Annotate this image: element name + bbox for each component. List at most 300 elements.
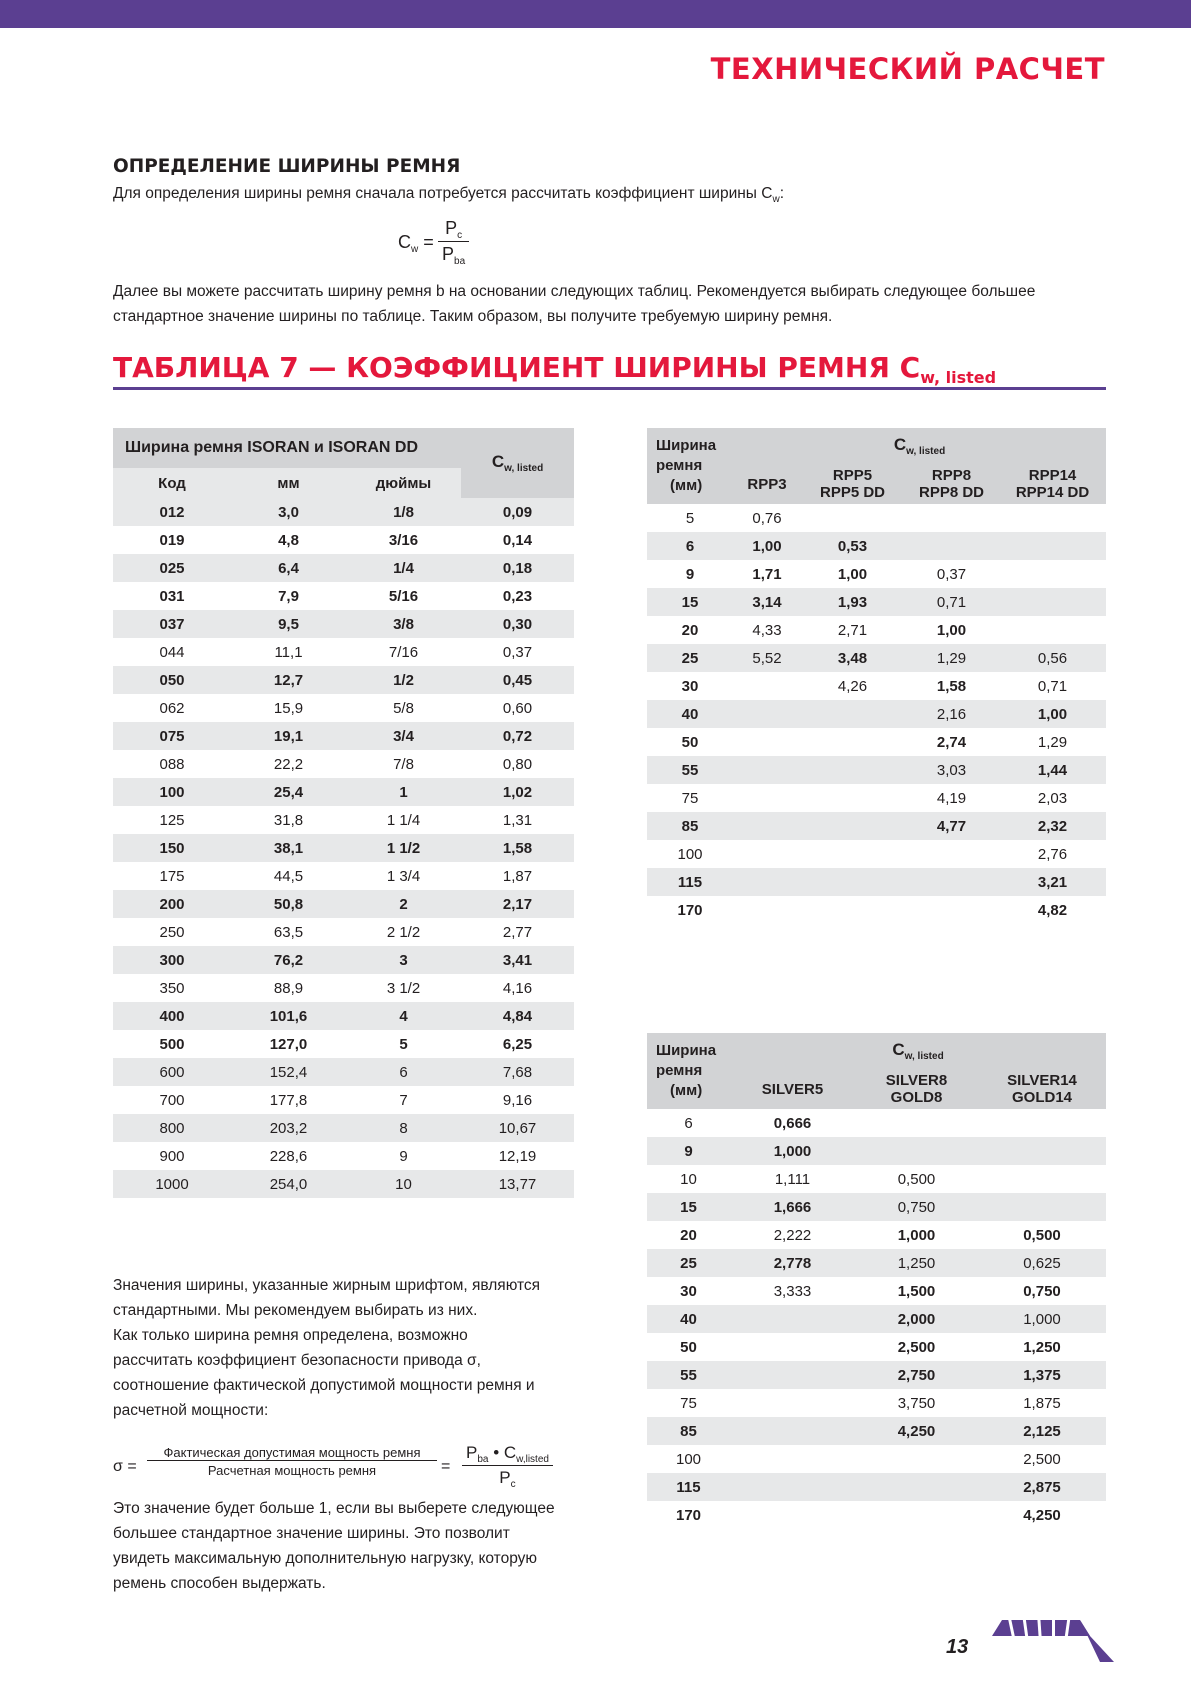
cell-code: 1000 [113,1170,231,1198]
page-number: 13 [946,1636,969,1658]
cell-cw: 0,14 [502,531,533,549]
cell-cw [978,1137,1106,1165]
cell-inches: 6 [346,1058,461,1086]
cell-inches: 1/8 [346,498,461,526]
cell-code: 050 [113,666,231,694]
silver-gold-width-table [647,1033,1106,1529]
cell-cw [801,700,904,728]
cell-cw: 1,250 [855,1249,978,1277]
cell-code: 200 [113,890,231,918]
text-line: Значения ширины, указанные жирным шрифтом, являются [113,1277,541,1294]
cell-code: 800 [113,1114,231,1142]
cell-cw: 5,52 [733,644,801,672]
col-rpp14: RPP14 RPP14 DD [1015,467,1090,501]
title-underline [113,387,1106,390]
cell-cw: 1,500 [897,1282,936,1300]
cell-cw: 3,333 [773,1282,812,1300]
cell-cw [999,588,1106,616]
cell-mm: 101,6 [231,1002,346,1030]
cell-width: 20 [680,1226,697,1244]
cell-cw [733,896,801,924]
cell-mm: 228,6 [269,1147,308,1165]
cell-mm: 76,2 [231,946,346,974]
table-row [647,1165,1106,1193]
cell-cw: 3,750 [897,1394,936,1412]
cell-mm: 12,7 [231,666,346,694]
table-row [647,1501,1106,1529]
cell-inches: 1 1/2 [346,834,461,862]
silver-width-header: Ширина ремня (мм) [656,1042,717,1099]
cell-cw: 0,30 [461,610,574,638]
cell-inches: 3 1/2 [386,979,421,997]
safety-factor-formula: σ = Фактическая допустимая мощность ремня Расчетная мощность ремня = $P_{ba}$ • $C_{w,listed}$ $P_c$ [113,1445,673,1495]
cell-cw [904,504,999,532]
cell-cw: 0,76 [752,509,782,527]
cell-width: 100 [675,1450,702,1468]
cell-inches: 7/16 [388,643,419,661]
table-row [647,616,1106,644]
cell-cw: 2,125 [978,1417,1106,1445]
cell-cw [978,1165,1106,1193]
table-row [113,750,574,778]
intro-text-1: Для определения ширины ремня сначала потребуется рассчитать коэффициент ширины $C_w$: [113,185,784,205]
intro-heading: ОПРЕДЕЛЕНИЕ ШИРИНЫ РЕМНЯ [113,156,461,177]
cell-code: 300 [113,946,231,974]
table-row [113,890,574,918]
cell-cw: 2,000 [855,1305,978,1333]
cell-mm: 38,1 [231,834,346,862]
cell-cw: 1,29 [904,644,999,672]
text-line: большее стандартное значение ширины. Это позволит [113,1525,510,1542]
cell-cw: 1,111 [774,1170,811,1188]
cell-code: 025 [113,554,231,582]
table-row [113,722,574,750]
table-row [647,1389,1106,1417]
silver-cw-header: $C_{w, listed}$ [892,1040,944,1062]
cell-cw: 2,875 [978,1473,1106,1501]
text-line: Это значение будет больше 1, если вы выберете следующее [113,1500,555,1517]
cell-cw [999,560,1106,588]
cell-width: 55 [647,1361,730,1389]
table-row [113,834,574,862]
cell-code: 250 [159,923,185,941]
cell-inches: 7 [399,1091,408,1109]
cell-code: 012 [113,498,231,526]
cell-cw [733,784,801,812]
cell-width: 115 [647,868,733,896]
cell-cw: 4,250 [1023,1506,1061,1524]
cell-cw: 1,58 [461,834,574,862]
cell-cw: 1,250 [1023,1338,1061,1356]
cell-cw: 2,750 [855,1361,978,1389]
cell-cw [855,1501,978,1529]
table-row [113,1002,574,1030]
table-row [647,840,1106,868]
cell-cw: 0,37 [502,643,533,661]
cell-cw: 7,68 [461,1058,574,1086]
cell-cw [730,1389,855,1417]
cell-cw: 1,71 [752,565,782,583]
cell-cw: 12,19 [498,1147,537,1165]
cell-cw: 0,18 [461,554,574,582]
cell-cw: 1,00 [733,532,801,560]
intro-text-2: Далее вы можете рассчитать ширину ремня b на основании следующих таблиц. Рекомендуется выбирать следующее большее стандартное значение ширины по таблице. Таким образом, вы получите требуемую ширину ремня. [113,283,1036,325]
table-row [647,700,1106,728]
cell-cw: 2,76 [1037,845,1068,863]
table-row [113,862,574,890]
cell-cw: 4,250 [855,1417,978,1445]
cell-cw [730,1501,855,1529]
cell-mm: 31,8 [273,811,304,829]
cell-cw: 0,45 [461,666,574,694]
cell-cw: 3,14 [733,588,801,616]
cell-inches: 3/16 [388,531,419,549]
cell-mm: 127,0 [269,1035,308,1053]
cell-mm: 4,8 [278,531,299,549]
cell-cw [730,1305,855,1333]
notes-paragraph-2 [113,1496,555,1596]
cell-cw [855,1445,978,1473]
cell-cw: 0,500 [897,1170,936,1188]
text-line: рассчитать коэффициент безопасности привода σ, [113,1352,481,1369]
table-row [113,974,574,1002]
table-row [647,1277,1106,1305]
cell-inches: 10 [346,1170,461,1198]
table-row [113,806,574,834]
text-line: стандартными. Мы рекомендуем выбирать из них. [113,1302,478,1319]
cell-width: 170 [675,1506,702,1524]
cell-cw: 4,16 [502,979,533,997]
cell-mm: 152,4 [231,1058,346,1086]
cell-cw: 0,625 [978,1249,1106,1277]
cell-cw: 3,03 [904,756,999,784]
cell-cw [733,840,801,868]
cell-code: 175 [159,867,185,885]
cell-cw [733,812,801,840]
cell-cw [801,840,904,868]
top-color-bar [0,0,1191,28]
cell-width: 20 [681,621,699,639]
cell-cw [733,756,801,784]
table-row [113,526,574,554]
table-row [647,1445,1106,1473]
rpp-width-header: Ширина ремня (мм) [656,437,717,494]
cell-cw: 10,67 [461,1114,574,1142]
cell-cw: 2,222 [773,1226,812,1244]
cw-listed-header: $C_{w, listed}$ [491,452,544,474]
cell-width: 9 [685,565,695,583]
col-silver14: SILVER14 GOLD14 [1007,1072,1077,1106]
cell-cw [904,896,999,924]
cell-cw: 1,00 [837,565,868,583]
cell-mm: 63,5 [273,923,304,941]
cell-width: 50 [680,1338,697,1356]
table-row [647,868,1106,896]
table-row [647,1361,1106,1389]
cell-inches: 2 1/2 [386,923,421,941]
cell-inches: 1 [346,778,461,806]
cell-mm: 177,8 [269,1091,308,1109]
table-row [113,610,574,638]
isoran-group-header: Ширина ремня ISORAN и ISORAN DD [125,439,419,456]
cell-cw: 4,84 [461,1002,574,1030]
cell-code: 019 [159,531,185,549]
cell-cw: 13,77 [461,1170,574,1198]
cell-inches: 5/8 [393,699,414,717]
cell-width: 75 [681,789,699,807]
cell-cw: 0,09 [461,498,574,526]
table-row [113,1142,574,1170]
cell-cw [801,812,904,840]
cell-cw [999,532,1106,560]
cell-cw [801,504,904,532]
cell-mm: 7,9 [278,587,299,605]
cell-mm: 19,1 [231,722,346,750]
cell-cw: 1,87 [502,867,533,885]
table-row [647,532,1106,560]
rpp-width-table [647,428,1106,924]
cell-width: 85 [647,1417,730,1445]
table-row [113,666,574,694]
cell-cw: 2,77 [502,923,533,941]
cell-mm: 6,4 [231,554,346,582]
cell-inches: 1/2 [346,666,461,694]
cell-width: 30 [680,1282,697,1300]
table-row [113,1114,574,1142]
cell-width: 40 [647,700,733,728]
cell-inches: 1 1/4 [386,811,421,829]
col-inches: дюймы [346,468,461,498]
cell-cw [730,1333,855,1361]
cell-mm: 88,9 [273,979,304,997]
table-row [647,644,1106,672]
cell-width: 115 [647,1473,730,1501]
cell-cw: 0,71 [904,588,999,616]
cell-cw [801,756,904,784]
cell-mm: 50,8 [231,890,346,918]
cell-cw: 1,000 [978,1305,1106,1333]
table-row [113,1030,574,1058]
cell-mm: 44,5 [273,867,304,885]
cell-width: 5 [685,509,695,527]
table-row [647,1193,1106,1221]
cell-mm: 11,1 [274,643,303,661]
cell-cw: 1,000 [730,1137,855,1165]
cell-inches: 1/4 [346,554,461,582]
cell-cw [999,616,1106,644]
cell-cw [978,1109,1106,1137]
cell-cw: 1,44 [999,756,1106,784]
text-line: увидеть максимальную дополнительную нагрузку, которую [113,1550,538,1567]
cell-cw [801,728,904,756]
cell-width: 15 [647,1193,730,1221]
cell-cw: 4,77 [904,812,999,840]
cell-cw [801,896,904,924]
table-row [113,554,574,582]
cell-mm: 25,4 [231,778,346,806]
cell-cw: 1,875 [1023,1394,1061,1412]
cell-cw: 2,17 [461,890,574,918]
cell-cw: 9,16 [502,1091,533,1109]
cell-cw: 0,80 [502,755,533,773]
table-row [113,778,574,806]
table-row [647,1417,1106,1445]
cell-cw [904,532,999,560]
cell-inches: 3/4 [346,722,461,750]
col-rpp8: RPP8 RPP8 DD [918,467,985,501]
cell-width: 30 [681,677,699,695]
cell-cw [855,1473,978,1501]
cell-cw: 0,56 [999,644,1106,672]
table-row [647,588,1106,616]
cell-cw: 1,375 [978,1361,1106,1389]
cell-cw [855,1137,978,1165]
cell-mm: 15,9 [273,699,304,717]
cell-mm: 3,0 [231,498,346,526]
cell-cw: 2,74 [936,733,967,751]
table-row [113,582,574,610]
cell-mm: 9,5 [231,610,346,638]
cell-cw: 2,500 [897,1338,936,1356]
cell-cw: 4,82 [1037,901,1068,919]
section-title: ТЕХНИЧЕСКИЙ РАСЧЕТ [710,52,1105,86]
table-row [113,918,574,946]
cell-code: 150 [113,834,231,862]
notes-paragraph [113,1273,540,1423]
table-row [647,1109,1106,1137]
cell-cw: 0,72 [461,722,574,750]
cell-cw [733,868,801,896]
cell-cw: 2,16 [904,700,999,728]
cell-inches: 5 [399,1035,408,1053]
table-row [113,1170,574,1198]
cell-code: 700 [159,1091,185,1109]
cell-cw: 0,500 [1023,1226,1061,1244]
table-row [113,1086,574,1114]
table-row [113,694,574,722]
col-rpp5: RPP5 RPP5 DD [819,467,886,501]
cell-cw [978,1193,1106,1221]
cell-cw: 2,03 [1037,789,1068,807]
cell-cw: 0,750 [1023,1282,1061,1300]
cell-code: 400 [113,1002,231,1030]
table-row [113,638,574,666]
table-row [647,1137,1106,1165]
table-7-title: ТАБЛИЦА 7 — КОЭФФИЦИЕНТ ШИРИНЫ РЕМНЯ $C_{w, listed}$ [113,351,997,387]
cell-cw: 1,00 [936,621,967,639]
cell-width: 100 [677,845,703,863]
cell-cw [730,1417,855,1445]
cell-cw [730,1361,855,1389]
cell-width: 75 [680,1394,697,1412]
cell-cw: 1,666 [730,1193,855,1221]
cell-code: 500 [159,1035,185,1053]
text-line: Как только ширина ремня определена, возможно [113,1327,468,1344]
cell-cw [801,784,904,812]
cell-cw: 2,32 [999,812,1106,840]
cell-width: 55 [647,756,733,784]
cell-cw: 1,02 [461,778,574,806]
rpp-cw-header: $C_{w, listed}$ [893,435,946,457]
cell-cw: 3,41 [461,946,574,974]
cell-code: 062 [159,699,185,717]
cell-cw: 1,31 [502,811,533,829]
cell-cw: 4,19 [936,789,967,807]
cell-width: 15 [647,588,733,616]
cell-code: 088 [159,755,185,773]
cell-cw: 0,23 [502,587,533,605]
table-row [647,1249,1106,1277]
text-line: соотношение фактической допустимой мощности ремня и [113,1377,535,1394]
cell-inches: 9 [399,1147,408,1165]
cell-cw [730,1445,855,1473]
cell-inches: 8 [346,1114,461,1142]
table-row [647,812,1106,840]
table-row [647,1333,1106,1361]
cell-cw [904,868,999,896]
cell-width: 40 [647,1305,730,1333]
cell-cw: 4,26 [837,677,868,695]
cell-cw [855,1109,978,1137]
table-row [647,728,1106,756]
cell-width: 50 [681,733,699,751]
col-code: Код [113,468,231,498]
table-row [647,560,1106,588]
cell-cw [733,728,801,756]
table-row [647,672,1106,700]
cell-cw: 2,778 [730,1249,855,1277]
cell-cw: 0,60 [502,699,533,717]
cell-width: 6 [647,532,733,560]
cell-cw [730,1473,855,1501]
cell-inches: 3 [346,946,461,974]
cell-cw: 0,750 [855,1193,978,1221]
table-row [113,498,574,526]
cell-cw: 1,29 [1037,733,1068,751]
table-row [113,946,574,974]
cell-cw: 4,33 [752,621,782,639]
cell-width: 9 [647,1137,730,1165]
cell-inches: 5/16 [388,587,419,605]
cell-cw [999,504,1106,532]
cell-width: 25 [647,644,733,672]
cell-cw: 0,666 [773,1114,812,1132]
cell-inches: 4 [346,1002,461,1030]
cell-width: 6 [684,1114,693,1132]
cell-width: 170 [677,901,703,919]
text-line: расчетной мощности: [113,1402,269,1419]
table-row [647,504,1106,532]
table-row [647,1221,1106,1249]
table-row [647,896,1106,924]
cell-width: 10 [680,1170,697,1188]
cell-cw [904,840,999,868]
cell-cw: 1,93 [801,588,904,616]
cell-cw [801,868,904,896]
cell-cw: 1,000 [897,1226,936,1244]
cell-mm: 203,2 [231,1114,346,1142]
col-mm: мм [231,468,346,498]
cell-mm: 22,2 [273,755,304,773]
table-row [113,1058,574,1086]
col-silver5: SILVER5 [761,1080,824,1098]
table-row [647,1305,1106,1333]
cell-cw: 6,25 [502,1035,533,1053]
cell-width: 25 [647,1249,730,1277]
cell-cw: 2,71 [837,621,868,639]
cell-code: 600 [113,1058,231,1086]
cell-cw: 1,00 [999,700,1106,728]
